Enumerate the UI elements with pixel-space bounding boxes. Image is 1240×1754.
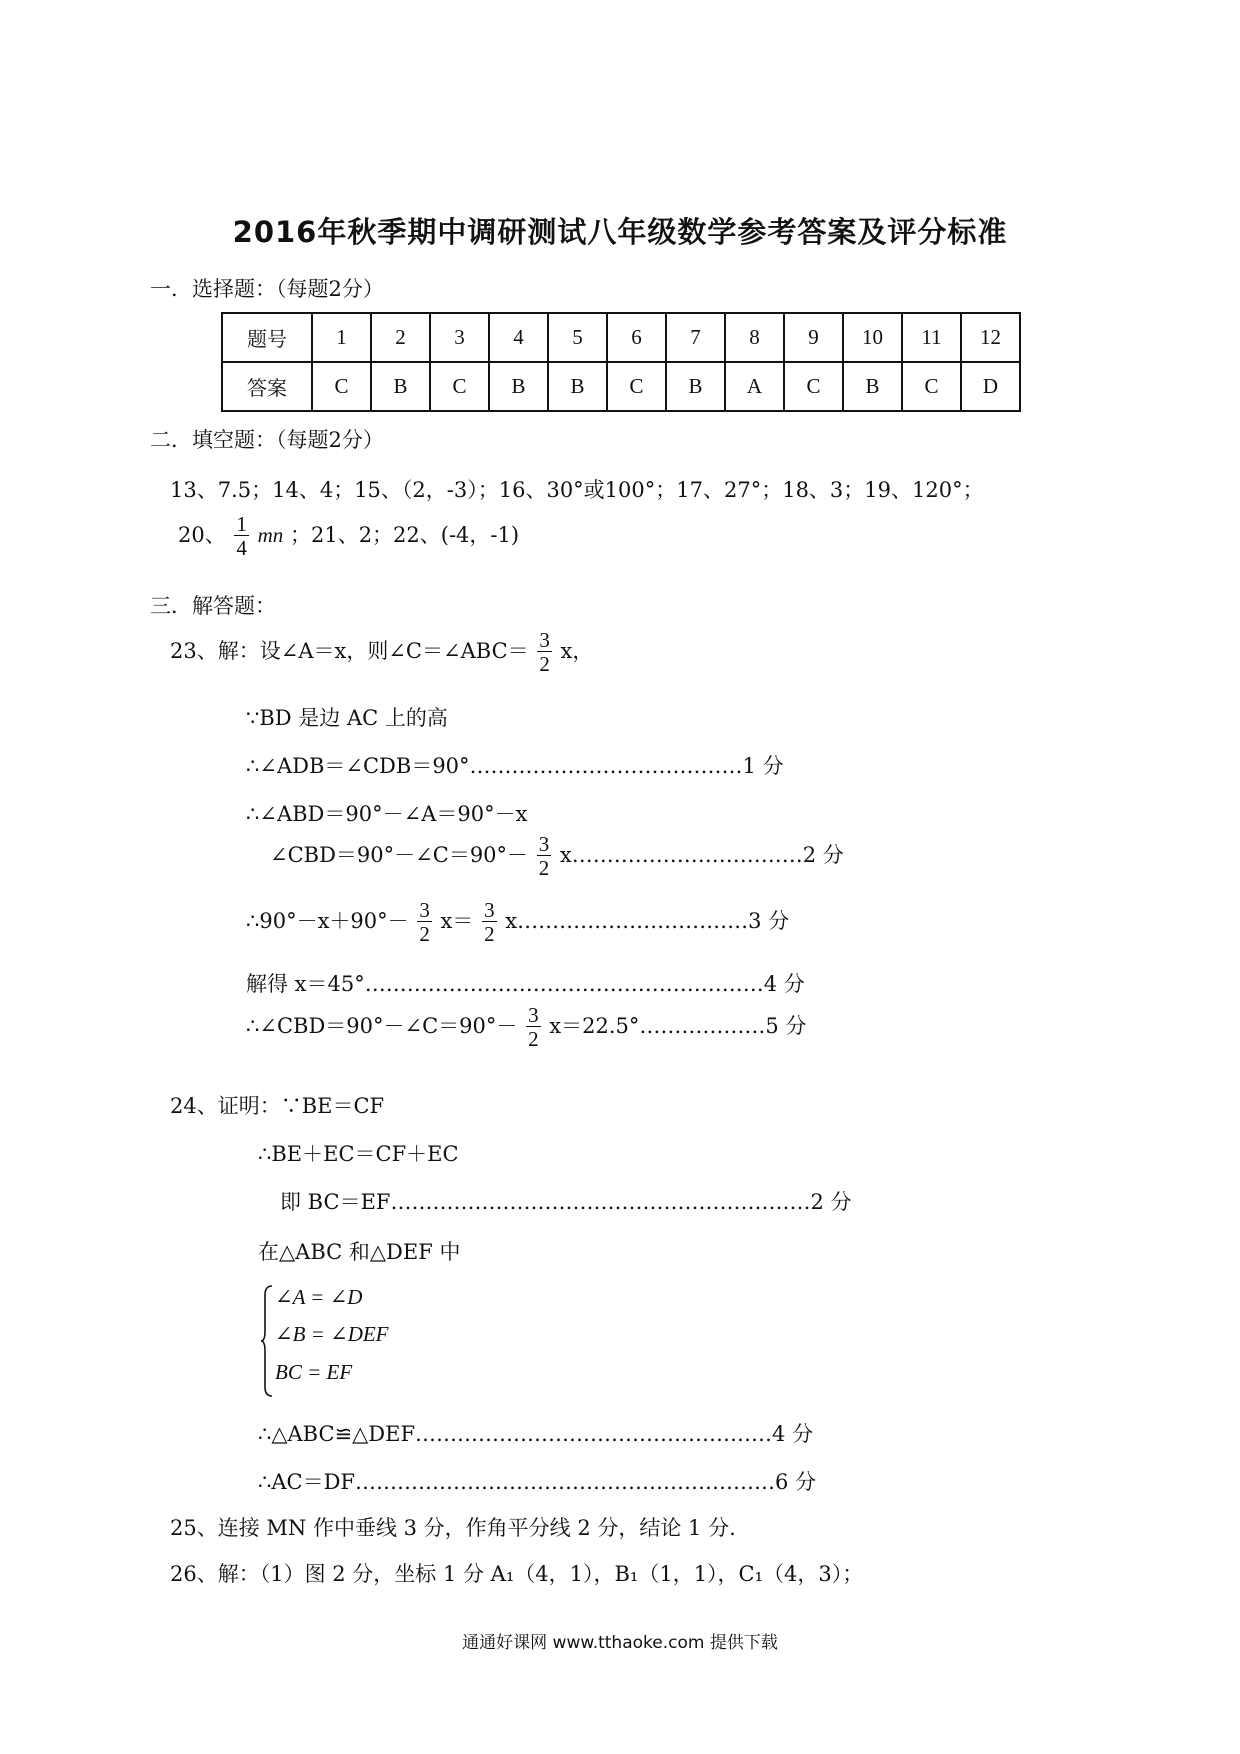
fraction <box>234 514 249 559</box>
fraction-denominator: 2 <box>538 856 550 880</box>
item-number: 20、 <box>178 523 226 547</box>
q23-text: ∴∠CBD＝90°－∠C＝90°－ <box>246 1014 518 1038</box>
fraction-numerator: 3 <box>538 832 550 856</box>
answer-cell: B <box>843 362 902 411</box>
q23-line-4: ∴∠ABD＝90°－∠A＝90°－x <box>246 802 528 826</box>
answer-cell: D <box>961 362 1020 411</box>
q26-line: 26、解：（1）图 2 分，坐标 1 分 A₁（4，1），B₁（1，1），C₁（4，3）； <box>170 1562 864 1586</box>
fraction-denominator: 2 <box>484 922 495 946</box>
question-number: 2 <box>371 313 430 362</box>
fraction-numerator: 3 <box>539 628 550 652</box>
answer-cell: C <box>607 362 666 411</box>
answer-cell: C <box>312 362 371 411</box>
q23-text: ∠CBD＝90°－∠C＝90°－ <box>270 843 529 867</box>
fraction-denominator: 2 <box>419 922 430 946</box>
q24-line-4: 在△ABC 和△DEF 中 <box>258 1240 461 1264</box>
question-number: 1 <box>312 313 371 362</box>
question-number-row <box>222 313 1020 362</box>
math-variable: mn <box>257 523 284 547</box>
answer-cell: B <box>489 362 548 411</box>
answer-cell: B <box>548 362 607 411</box>
q24-line-1: 24、证明：∵BE＝CF <box>170 1094 385 1118</box>
q23-line-7: 解得 x＝45°…………………………………………………4 分 <box>246 972 805 996</box>
q24-line-6: ∴AC＝DF……………………………………………………6 分 <box>258 1470 817 1494</box>
fraction <box>537 630 552 675</box>
row-header-question: 题号 <box>222 313 312 362</box>
fraction-numerator: 3 <box>528 1003 539 1027</box>
answer-cell: A <box>725 362 784 411</box>
q23-text: x＝ <box>440 909 474 933</box>
q23-text: ∴90°－x＋90°－ <box>246 909 409 933</box>
fill-answers-line-1: 13、7.5；14、4；15、（2，-3）；16、30°或100°；17、27°；18、3；19、120°； <box>170 478 984 502</box>
q24-line-2: ∴BE＋EC＝CF＋EC <box>258 1142 459 1166</box>
fraction <box>526 1005 541 1050</box>
q24-line-5: ∴△ABC≌△DEF……………………………………………4 分 <box>258 1422 814 1446</box>
answer-table <box>221 312 1021 412</box>
page-title: 2016年秋季期中调研测试八年级数学参考答案及评分标准 <box>232 215 1008 249</box>
q23-line-5 <box>270 834 844 879</box>
answer-cell: C <box>784 362 843 411</box>
answer-cell: B <box>666 362 725 411</box>
answer-row <box>222 362 1020 411</box>
q23-line-8 <box>246 1005 806 1050</box>
fraction <box>482 900 497 945</box>
question-number: 12 <box>961 313 1020 362</box>
equation-1: ∠A = ∠D <box>275 1285 363 1309</box>
question-number: 4 <box>489 313 548 362</box>
q23-text: 23、解：设∠A＝x，则∠C＝∠ABC＝ <box>170 639 529 663</box>
q23-text: x＝22.5°………………5 分 <box>549 1014 807 1038</box>
q24-line-3: 即 BC＝EF……………………………………………………2 分 <box>280 1190 852 1214</box>
q23-text: x， <box>560 639 594 663</box>
section-1-heading: 一．选择题：（每题2分） <box>150 277 384 301</box>
fraction-numerator: 3 <box>484 898 495 922</box>
fraction-numerator: 1 <box>236 512 247 536</box>
q23-line-1 <box>170 630 593 675</box>
fill-answers-rest: ；21、2；22、(-4，-1) <box>289 523 520 547</box>
question-number: 7 <box>666 313 725 362</box>
footer-credit: 通通好课网 www.tthaoke.com 提供下载 <box>462 1633 778 1653</box>
equation-3: BC = EF <box>275 1360 353 1384</box>
q25-line: 25、连接 MN 作中垂线 3 分，作角平分线 2 分，结论 1 分. <box>170 1516 736 1540</box>
question-number: 9 <box>784 313 843 362</box>
row-header-answer: 答案 <box>222 362 312 411</box>
fraction <box>417 900 432 945</box>
question-number: 5 <box>548 313 607 362</box>
left-brace-icon <box>261 1285 273 1397</box>
section-3-heading: 三．解答题： <box>150 594 276 618</box>
fraction-denominator: 2 <box>528 1027 539 1051</box>
q23-text: x……………………………3 分 <box>505 909 790 933</box>
q23-line-2: ∵BD 是边 AC 上的高 <box>246 706 448 730</box>
fraction-denominator: 2 <box>539 652 550 676</box>
answer-cell: B <box>371 362 430 411</box>
q23-line-3: ∴∠ADB＝∠CDB＝90°…………………………………1 分 <box>246 754 784 778</box>
fill-answers-line-2 <box>178 514 519 559</box>
q23-line-6 <box>246 900 789 945</box>
answer-cell: C <box>902 362 961 411</box>
question-number: 6 <box>607 313 666 362</box>
fraction <box>537 834 552 879</box>
section-2-heading: 二．填空题：（每题2分） <box>150 428 384 452</box>
question-number: 10 <box>843 313 902 362</box>
question-number: 3 <box>430 313 489 362</box>
question-number: 11 <box>902 313 961 362</box>
fraction-numerator: 3 <box>419 898 430 922</box>
q23-text: x……………………………2 分 <box>559 843 844 867</box>
equation-2: ∠B = ∠DEF <box>275 1322 389 1346</box>
question-number: 8 <box>725 313 784 362</box>
fraction-denominator: 4 <box>236 536 247 560</box>
answer-cell: C <box>430 362 489 411</box>
